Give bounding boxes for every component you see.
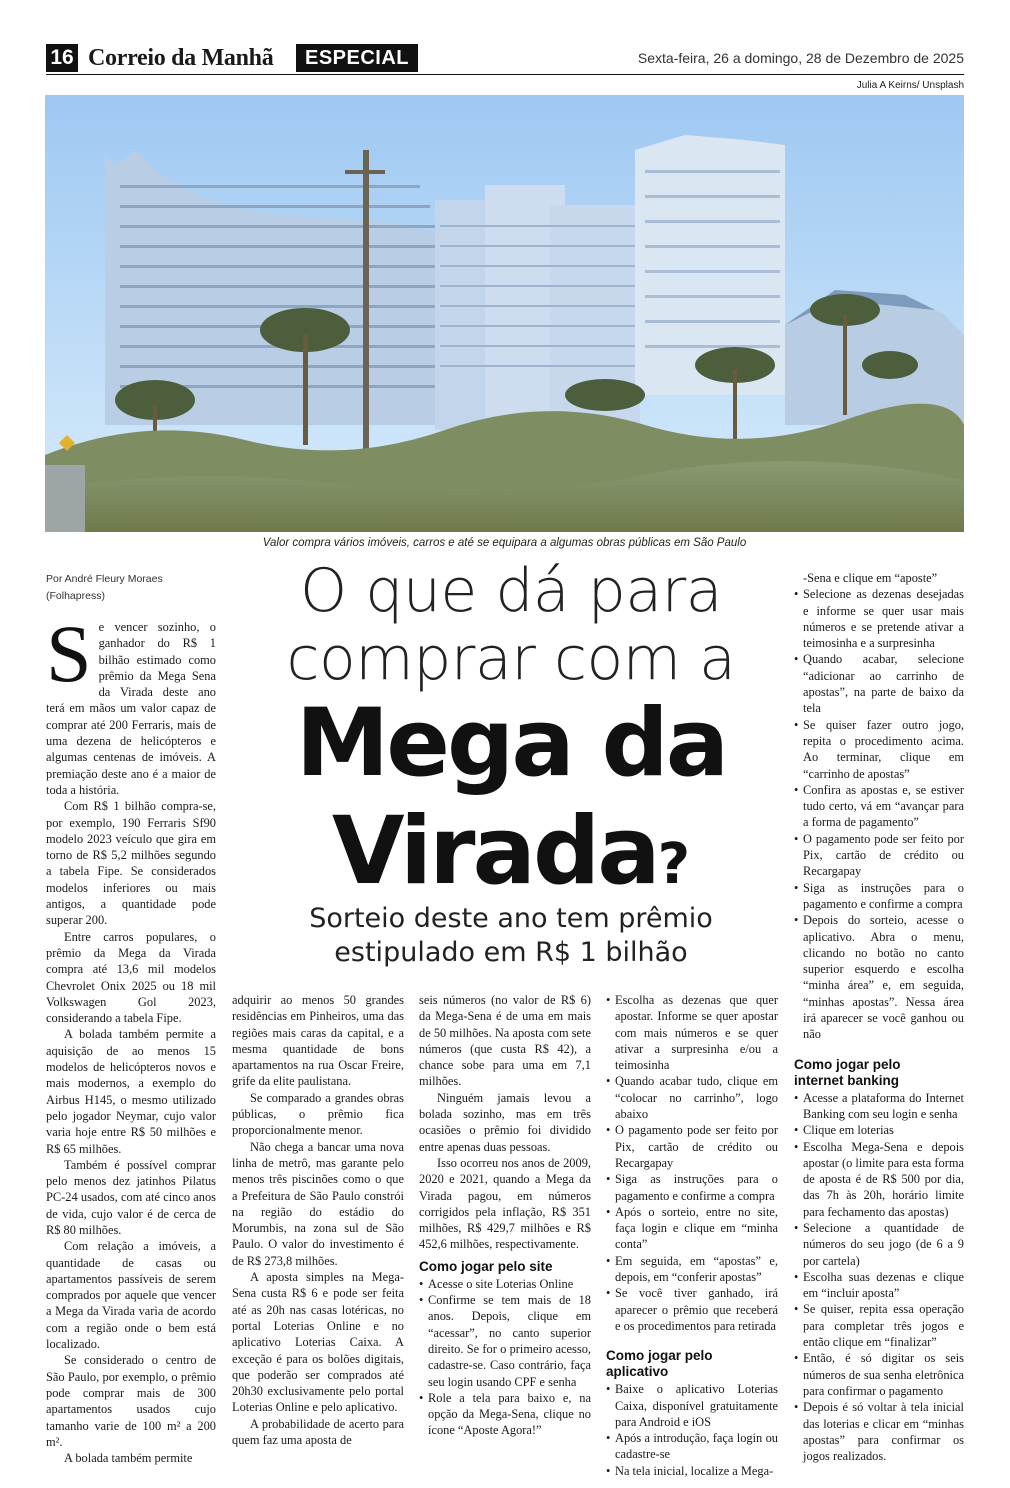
article-column-2 [232,992,404,1448]
header-rule [46,74,964,75]
bank-steps [794,1090,964,1465]
paragraph: Isso ocorreu nos anos de 2009, 2020 e 2021, quando a Mega da Virada pagou, em números corrigidos pela inflação, R$ 351 milhões, R$ 429,7 milhões e R$ 452,6 milhões, respectivamente. [419,1155,591,1252]
sub-line-2: estipulado em R$ 1 bilhão [334,937,688,968]
list-item: • Então, é só digitar os seis números de sua senha eletrônica para confirmar o pagamento [794,1350,964,1399]
main-line-2-text: Virada [331,797,658,906]
app-step-cont: -Sena e clique em “aposte” [803,571,938,585]
paragraph: Com R$ 1 bilhão compra-se, por exemplo, 190 Ferraris Sf90 modelo 2023 veículo que gira em torno de R$ 5,2 milhões segundo a tabela Fipe. Se considerados modelos inferiores ou mais antigos, a quantidade pode superar 200. [46,799,216,928]
paragraph: adquirir ao menos 50 grandes residências em Pinheiros, uma das regiões mais caras da capital, e a mesma quantidade de bons apartamentos na rua Oscar Freire, grife da elite paulistana. [232,993,404,1089]
list-item: • Siga as instruções para o pagamento e confirme a compra [794,880,964,913]
question-mark: ? [657,832,691,897]
bank-heading [794,1057,964,1089]
lead-text: e vencer sozinho, o ganhador do R$ 1 bilhão estimado como prêmio da Mega Sena da Virada deste ano terá em mãos um valor capaz de comprar até 200 Ferraris, mais de uma dezena de helicópteros e algumas centenas de imóveis. A premiação deste ano é a maior de toda a história. [46,620,216,797]
headline-kicker [236,557,786,693]
article-column-1 [46,608,216,1466]
section-label: ESPECIAL [296,44,418,72]
app-heading [606,1348,778,1380]
app-heading-line-1: Como jogar pelo [606,1348,713,1364]
list-item: • Escolha suas dezenas e clique em “incluir aposta” [794,1269,964,1302]
list-item: • Confirme se tem mais de 18 anos. Depois, clique em “acessar”, no canto superior direito. Se for o primeiro acesso, cadastre-se. Caso contrário, faça seu login usando CPF e senha [419,1292,591,1390]
list-item: • Após a introdução, faça login ou cadastre-se [606,1430,778,1463]
list-item: • Depois é só voltar à tela inicial das loterias e clicar em “minhas apostas” para confirmar os jogos realizados. [794,1399,964,1464]
paragraph: A bolada também permite [64,1451,193,1466]
paragraph: seis números (no valor de R$ 6) da Mega-Sena é de uma em mais de 50 milhões. Na aposta com sete números (que custa R$ 42), a chance sobe para uma em 7,1 milhões. [419,993,591,1089]
list-item: • Se quiser fazer outro jogo, repita o procedimento acima. Ao terminar, clique em “carrinho de apostas” [794,717,964,782]
list-item: • O pagamento pode ser feito por Pix, cartão de crédito ou Recargapay [794,831,964,880]
bank-heading-line-2: internet banking [794,1072,900,1088]
site-steps [419,1276,591,1439]
main-line-1: Mega da [295,689,727,798]
list-item: • Se quiser, repita essa operação para completar três jogos e então clique em “finalizar” [794,1301,964,1350]
paragraph: A aposta simples na Mega-Sena custa R$ 6 e pode ser feita até as 20h nas casas lotéricas, no portal Loterias Online e no aplicativo Loterias Caixa. A exceção é para os bolões digitais, que poderão ser comprados até 20h30 exclusivamente pelo portal Loterias Online e pelo aplicativo. [232,1270,404,1415]
masthead: Correio da Manhã [88,45,274,71]
app-steps-cont [794,586,964,1042]
list-item: • Quando acabar tudo, clique em “colocar no carrinho”, logo abaixo [606,1073,778,1122]
page-number: 16 [46,44,78,72]
main-line-2 [236,798,786,919]
list-item: • Clique em loterias [794,1122,964,1138]
kicker-line-2: comprar com a [286,624,736,694]
site-heading: Como jogar pelo site [419,1258,553,1274]
paragraph: Se considerado o centro de São Paulo, por exemplo, o prêmio pode comprar mais de 300 apartamentos usados cujo tamanho varie de 100 m² a 200 m². [46,1353,216,1449]
paragraph: Entre carros populares, o prêmio da Mega da Virada compra até 13,6 mil modelos Chevrolet Onix 2025 ou 18 mil Volkswagen Gol 2023, considerando a tabela Fipe. [46,929,216,1026]
site-steps-cont [606,992,778,1334]
list-item: • Baixe o aplicativo Loterias Caixa, disponível gratuitamente para Android e iOS [606,1381,778,1430]
list-item: • Depois do sorteio, acesse o aplicativo. Abra o menu, clicando no botão no canto superior esquerdo e escolha “minha área” e, em seguida, “minhas apostas”. Nessa área irá aparecer se você ganhou ou não [794,912,964,1042]
byline-agency: (Folhapress) [46,590,105,602]
byline [46,571,226,605]
list-item: • Se você tiver ganhado, irá aparecer o prêmio que receberá e os procedimentos para retirada [606,1285,778,1334]
list-item: • Confira as apostas e, se estiver tudo certo, vá em “avançar para a forma de pagamento” [794,782,964,831]
paragraph: Se comparado a grandes obras públicas, o prêmio fica proporcionalmente menor. [232,1090,404,1138]
list-item: • Selecione as dezenas desejadas e informe se quer usar mais números e se pretende ativar a teimosinha e a surpresinha [794,586,964,651]
drop-cap: S [46,608,92,699]
list-item: • Siga as instruções para o pagamento e confirme a compra [606,1171,778,1204]
list-item: • Em seguida, em “apostas” e, depois, em “conferir apostas” [606,1253,778,1286]
list-item: • Após o sorteio, entre no site, faça login e clique em “minha conta” [606,1204,778,1253]
paragraph: A bolada também permite a aquisição de ao menos 15 modelos de helicópteros novos e mais modernos, a exemplo do Airbus H145, o mesmo utilizado pelo jogador Neymar, cujo valor varia hoje entre R$ 50 milhões e R$ 65 milhões. [46,1027,216,1156]
list-item: • O pagamento pode ser feito por Pix, cartão de crédito ou Recargapay [606,1122,778,1171]
photo-credit: Julia A Keirns/ Unsplash [856,80,964,91]
sub-line-1: Sorteio deste ano tem prêmio [309,903,713,934]
headline-main [236,690,786,919]
list-item: • Role a tela para baixo e, na opção da Mega-Sena, clique no ícone “Aposte Agora!” [419,1390,591,1439]
paragraph: Com relação a imóveis, a quantidade de casas ou apartamentos passíveis de serem comprados por aquele que vencer a Mega da Virada varia de acordo com a região onde o bem está localizado. [46,1239,216,1352]
app-steps [606,1381,778,1479]
subheadline [236,902,786,970]
list-item: • Quando acabar, selecione “adicionar ao carrinho de apostas”, na parte de baixo da tela [794,651,964,716]
article-column-3 [419,992,591,1439]
list-item: • Acesse a plataforma do Internet Banking com seu login e senha [794,1090,964,1123]
photo-caption: Valor compra vários imóveis, carros e até se equipara a algumas obras públicas em São Paulo [262,537,747,549]
article-column-5 [794,570,964,1464]
list-item: • Escolha Mega-Sena e depois apostar (o limite para esta forma de aposta é de R$ 500 por dia, das 7h às 20h, horário limite para fechamento das apostas) [794,1139,964,1220]
paragraph: Não chega a bancar uma nova linha de metrô, mas garante pelo menos três piscinões como o que a Prefeitura de São Paulo constrói na região do estádio do Morumbis, na zona sul de São Paulo. O valor do investimento é de R$ 273,8 milhões. [232,1139,404,1268]
app-heading-line-2: aplicativo [606,1364,669,1380]
list-item: • Escolha as dezenas que quer apostar. Informe se quer apostar com mais números e se quer ativar a surpresinha e/ou a teimosinha [606,992,778,1073]
kicker-line-1: O que dá para [299,556,723,626]
main-photo [45,95,964,532]
list-item: • Selecione a quantidade de números do seu jogo (de 6 a 9 por cartela) [794,1220,964,1269]
byline-author: Por André Fleury Moraes [46,573,163,585]
paragraph: Também é possível comprar pelo menos dez jatinhos Pilatus PC-24 usados, com até cinco anos de vida, cujo valor é de cerca de R$ 80 milhões. [46,1157,216,1237]
list-item: • Na tela inicial, localize a Mega- [606,1463,778,1479]
paragraph: A probabilidade de acerto para quem faz uma aposta de [232,1416,404,1448]
paragraph: Ninguém jamais levou a bolada sozinho, mas em três ocasiões o prêmio foi dividido entre apenas duas pessoas. [419,1090,591,1154]
issue-date: Sexta-feira, 26 a domingo, 28 de Dezembro de 2025 [637,50,964,66]
bank-heading-line-1: Como jogar pelo [794,1056,901,1072]
list-item: • Acesse o site Loterias Online [419,1276,591,1292]
article-column-4 [606,992,778,1479]
lead-paragraph [46,608,216,798]
